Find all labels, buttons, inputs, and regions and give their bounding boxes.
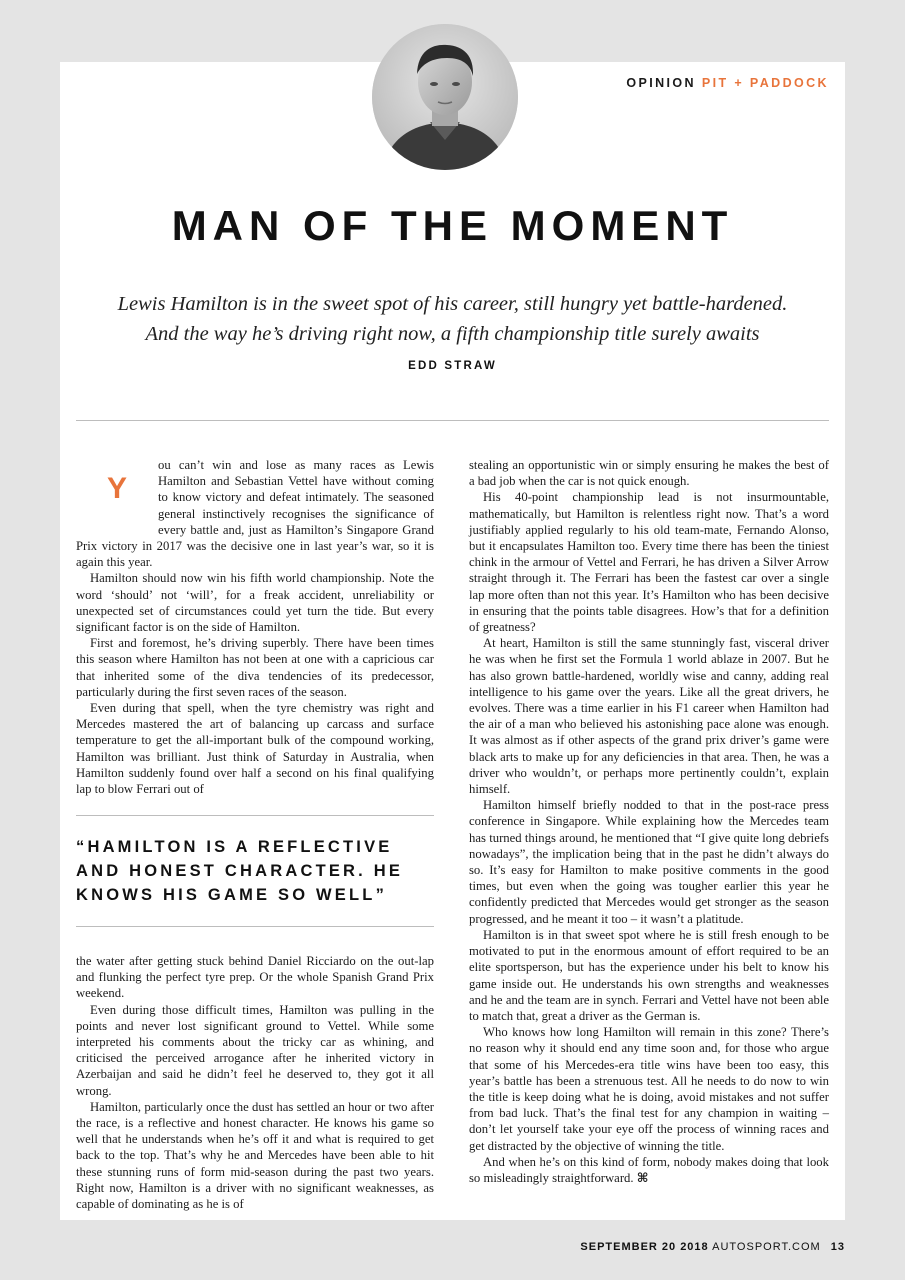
drop-cap: Y — [106, 472, 127, 505]
page-footer — [580, 1241, 845, 1253]
standfirst-line: And the way he’s driving right now, a fifth championship title surely awaits — [145, 323, 760, 345]
article-standfirst — [80, 289, 825, 349]
pull-quote-line: AND HONEST CHARACTER. HE — [76, 862, 404, 880]
pull-quote-line: “HAMILTON IS A REFLECTIVE — [76, 838, 393, 856]
author-portrait-photo — [372, 24, 518, 170]
body-paragraph: And when he’s on this kind of form, nobody makes doing that look so misleadingly straightforward. ⌘ — [469, 1154, 829, 1185]
body-paragraph: Who knows how long Hamilton will remain in this zone? There’s no reason why it should end any time soon and, for those who argue that some of his Mercedes-era title wins have been too easy, this year’s battle has been a strenuous test. All he needs to do now to win the title is keep doing what he is doing, avoid mistakes and not suffer from bad luck. That’s the final test for any champion in waiting – don’t let yourself take your eye off the process of winning races and get distracted by the objective of winning the title. — [469, 1025, 829, 1153]
section-label — [626, 76, 829, 90]
body-paragraph: the water after getting stuck behind Daniel Ricciardo on the out-lap and flunking the perfect tyre prep. Or the whole Spanish Grand Prix weekend. — [76, 954, 434, 1001]
article-headline: MAN OF THE MOMENT — [171, 202, 734, 249]
pull-quote-line: KNOWS HIS GAME SO WELL” — [76, 886, 388, 904]
article-page — [60, 62, 845, 1220]
publication-site: AUTOSPORT.COM — [712, 1241, 821, 1253]
section-name: PIT + PADDOCK — [701, 76, 829, 90]
body-paragraph: At heart, Hamilton is still the same stunningly fast, visceral driver he was when he first set the Formula 1 world ablaze in 2007. But he has also grown battle-hardened, worldly wise and canny, adding real intelligence to his game over the years. Like all the great drivers, he evolves. There was a time earlier in his F1 career when Hamilton had the air of a man who believed his astonishing pace alone was enough. It was almost as if other aspects of the grand prix driver’s game were black arts to make up for any deficiencies in that area. Then, he was a driver who wouldn’t, or perhaps more pertinently couldn’t, explain himself. — [469, 636, 829, 797]
body-paragraph: Hamilton himself briefly nodded to that in the post-race press conference in Singapore. While explaining how the Mercedes team has turned things around, he mentioned that “I give quite long debriefs nowadays”, the implication being that in the past he didn’t always do so. It’s easy for Hamilton to make positive comments in the good times, but even when the going was tougher earlier this year he confidently predicted that Mercedes would get stronger as the season progressed, and he meant it too – it wasn’t a platitude. — [469, 798, 829, 926]
body-column-left-bottom — [76, 953, 434, 1212]
body-paragraph: Even during those difficult times, Hamilton was pulling in the points and never lost significant ground to Vettel. While some interpreted his comments about the tricky car as whining, and criticised the perceived arrogance after he inherited victory in Azerbaijan and said he didn’t feel he deserved to, they got it all wrong. — [76, 1002, 434, 1098]
standfirst-line: Lewis Hamilton is in the sweet spot of his career, still hungry yet battle-hardened. — [117, 293, 788, 315]
body-column-right — [469, 457, 829, 1186]
body-paragraph: Hamilton, particularly once the dust has settled an hour or two after the race, is a reflective and honest character. He knows his game so well that he understands when he’s off it and what is required to get back to the top. That’s why he and Mercedes have been able to hit these stunning runs of form mid-season during the past two years. Right now, Hamilton is a driver with no significant weaknesses, as capable of dominating as he is of — [76, 1099, 434, 1212]
body-paragraph: stealing an opportunistic win or simply ensuring he makes the best of a bad job when the car is not quick enough. — [469, 458, 829, 489]
author-byline: EDD STRAW — [408, 360, 497, 372]
pull-quote-text — [76, 835, 434, 907]
header-divider — [76, 420, 829, 421]
body-paragraph: First and foremost, he’s driving superbly. There have been times this season where Hamilton has not been at one with a capricious car that inherited some of the diva tendencies of its predecessor, particularly during the first seven races of the season. — [76, 636, 434, 699]
body-paragraph: Hamilton should now win his fifth world championship. Note the word ‘should’ not ‘will’, for a freak accident, unreliability or unexpected set of circumstances could yet turn the tide. But every significant factor is on the side of Hamilton. — [76, 571, 434, 635]
body-paragraph: His 40-point championship lead is not insurmountable, mathematically, but Hamilton is relentless right now. That’s a word justifiably applied regularly to his old team-mate, Fernando Alonso, but it encapsulates Hamilton too. Every time there has been the tiniest chink in the armour of Vettel and Ferrari, he has driven a Silver Arrow straight through it. The Ferrari has been the fastest car over a single lap more often than not this year. It’s Hamilton who has been decisive in ensuring that the points table disagrees. How’s that for a definition of greatness? — [469, 490, 829, 635]
page-number: 13 — [830, 1241, 845, 1253]
body-paragraph: Hamilton is in that sweet spot where he is still fresh enough to be motivated to put in the enormous amount of effort required to be an elite sportsperson, but has the experience under his belt to know his game inside out. He understands his own strengths and weaknesses and he and the team are in synch. Ferrari and Vettel have not been able to match that, great a driver as the German is. — [469, 927, 829, 1023]
section-prefix: OPINION — [626, 76, 696, 90]
body-column-left-top — [76, 457, 434, 797]
pull-quote — [76, 815, 434, 927]
author-portrait — [372, 24, 518, 170]
end-mark-icon: ⌘ — [636, 1170, 649, 1185]
body-paragraph: Y ou can’t win and lose as many races as Lewis Hamilton and Sebastian Vettel have without coming to know victory and defeat intimately. The seasoned general instinctively recognises the significance of every battle and, just as Hamilton’s Singapore Grand Prix victory in 2017 was the decisive one in last year’s war, so it is again this year. — [76, 458, 434, 570]
issue-date: SEPTEMBER 20 2018 — [580, 1241, 709, 1253]
body-paragraph: Even during that spell, when the tyre chemistry was right and Mercedes mastered the art of balancing up carcass and surface temperature to get the all-important bulk of the compound working, Hamilton was brilliant. Just think of Saturday in Australia, when Hamilton suddenly found over half a second on his final qualifying lap to blow Ferrari out of — [76, 701, 434, 797]
